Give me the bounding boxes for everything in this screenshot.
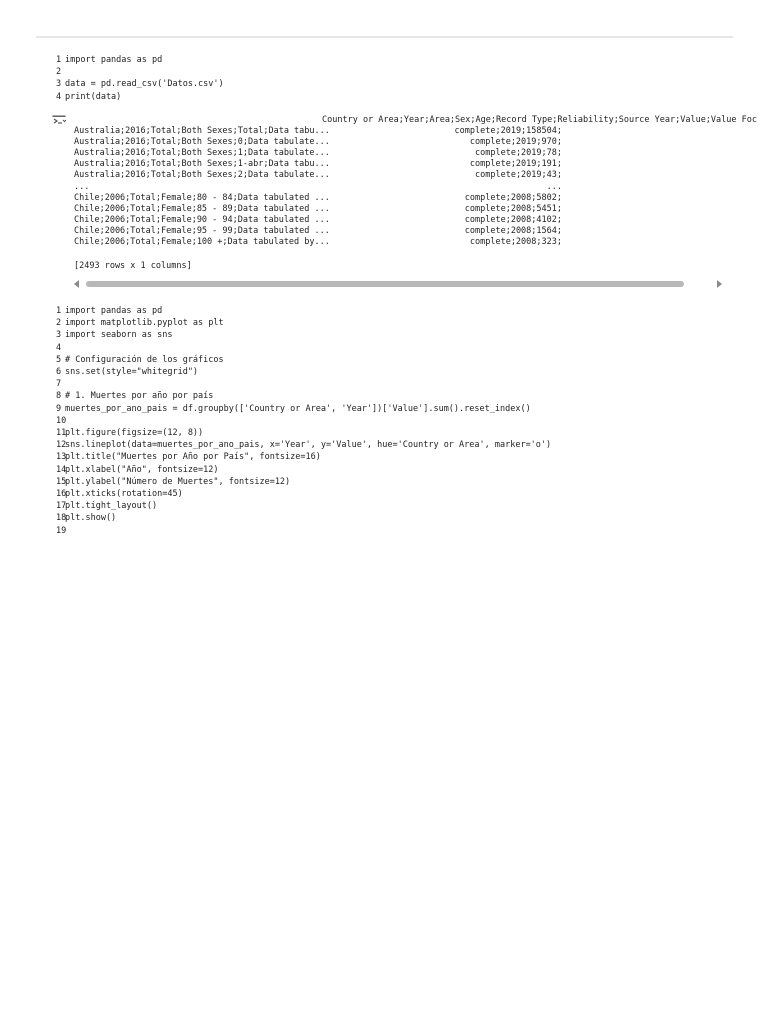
output-row-index: Australia;2016;Total;Both Sexes;2;Data tabulate... [74, 170, 330, 181]
line-number: 17 [56, 501, 67, 512]
code-line[interactable] [56, 91, 224, 103]
code-line[interactable] [56, 525, 551, 537]
line-number: 15 [56, 476, 67, 487]
line-number: 7 [56, 379, 62, 390]
code-line[interactable] [56, 476, 551, 488]
code-text: plt.tight_layout() [65, 501, 158, 512]
code-text: plt.xlabel("Año", fontsize=12) [65, 464, 219, 475]
output-row-index: Australia;2016;Total;Both Sexes;Total;Data tabu... [74, 126, 330, 136]
output-summary: [2493 rows x 1 columns] [74, 261, 192, 271]
code-text: import pandas as pd [65, 55, 163, 65]
output-row-index: Australia;2016;Total;Both Sexes;1;Data tabulate... [74, 148, 330, 159]
code-line[interactable] [56, 366, 551, 378]
code-line[interactable] [56, 305, 551, 317]
scroll-left-arrow-icon[interactable] [74, 280, 79, 288]
output-horizontal-scrollbar[interactable] [74, 278, 730, 290]
code-line[interactable] [56, 464, 551, 476]
line-number: 5 [56, 354, 62, 365]
line-number: 16 [56, 489, 67, 500]
code-line[interactable] [56, 427, 551, 439]
output-row-index: Chile;2006;Total;Female;85 - 89;Data tabulated ... [74, 203, 330, 214]
code-line[interactable] [56, 66, 224, 78]
line-number: 14 [56, 464, 67, 475]
output-row-value: complete;2019;43; [475, 170, 562, 181]
scroll-right-arrow-icon[interactable] [717, 280, 722, 288]
line-number: 1 [56, 306, 62, 316]
output-row-value: complete;2019;191; [469, 159, 562, 170]
line-number: 13 [56, 452, 67, 463]
line-number: 8 [56, 391, 62, 402]
line-number: 19 [56, 525, 67, 536]
code-line[interactable] [56, 439, 551, 451]
line-number: 1 [56, 55, 62, 65]
line-number: 3 [56, 330, 62, 341]
code-text: import seaborn as sns [65, 330, 173, 341]
line-number: 4 [56, 342, 62, 353]
output-row-value: ... [546, 181, 562, 192]
cell-1-output [74, 114, 757, 271]
code-text: plt.figure(figsize=(12, 8)) [65, 428, 204, 439]
output-row-index: Chile;2006;Total;Female;95 - 99;Data tabulated ... [74, 225, 330, 236]
code-line[interactable] [56, 403, 551, 415]
output-row-value: complete;2008;5802; [464, 192, 562, 203]
line-number: 10 [56, 415, 67, 426]
output-row-index: Australia;2016;Total;Both Sexes;0;Data tabulate... [74, 137, 330, 148]
code-text: import matplotlib.pyplot as plt [65, 318, 224, 329]
code-line[interactable] [56, 378, 551, 390]
code-line[interactable] [56, 342, 551, 354]
line-number: 2 [56, 318, 62, 329]
output-row-value: complete;2008;5451; [464, 203, 562, 214]
code-text: sns.set(style="whitegrid") [65, 367, 199, 378]
code-line[interactable] [56, 415, 551, 427]
line-number: 2 [56, 67, 62, 78]
code-cell-2[interactable] [56, 305, 551, 537]
output-row-index: Australia;2016;Total;Both Sexes;1-abr;Data tabu... [74, 159, 330, 170]
code-line[interactable] [56, 488, 551, 500]
output-row-index: Chile;2006;Total;Female;80 - 84;Data tabulated ... [74, 192, 330, 203]
output-row-value: complete;2019;970; [469, 137, 562, 148]
code-text: # 1. Muertes por año por país [65, 391, 214, 402]
line-number: 6 [56, 367, 62, 378]
line-number: 3 [56, 79, 62, 90]
code-line[interactable] [56, 500, 551, 512]
code-text: import pandas as pd [65, 306, 163, 316]
code-cell-1[interactable] [56, 54, 224, 103]
code-line[interactable] [56, 317, 551, 329]
code-text: plt.show() [65, 513, 117, 524]
line-number: 18 [56, 513, 67, 524]
code-text: sns.lineplot(data=muertes_por_ano_pais, x='Year', y='Value', hue='Country or Area', marker='o') [65, 440, 552, 451]
line-number: 12 [56, 440, 67, 451]
scrollbar-thumb[interactable] [86, 281, 684, 287]
line-number: 9 [56, 403, 62, 414]
output-row-index: Chile;2006;Total;Female;90 - 94;Data tabulated ... [74, 214, 330, 225]
output-row-index: ... [74, 181, 90, 192]
output-row-value: complete;2019;78; [475, 148, 562, 159]
code-text: muertes_por_ano_pais = df.groupby(['Country or Area', 'Year'])['Value'].sum().reset_index() [65, 403, 531, 414]
code-text: plt.title("Muertes por Año por País", fontsize=16) [65, 452, 321, 463]
output-row-value: complete;2008;323; [469, 237, 562, 247]
line-number: 11 [56, 428, 67, 439]
output-header: Country or Area;Year;Area;Sex;Age;Record Type;Reliability;Source Year;Value;Value Foc [322, 115, 757, 125]
output-row-value: complete;2008;4102; [464, 214, 562, 225]
code-line[interactable] [56, 78, 224, 90]
code-line[interactable] [56, 451, 551, 463]
cell-divider [36, 36, 733, 38]
output-row-index: Chile;2006;Total;Female;100 +;Data tabulated by... [74, 237, 330, 247]
code-line[interactable] [56, 512, 551, 524]
code-line[interactable] [56, 329, 551, 341]
output-toggle-icon[interactable] [52, 115, 66, 125]
code-text: # Configuración de los gráficos [65, 354, 224, 365]
code-text: data = pd.read_csv('Datos.csv') [65, 79, 224, 90]
code-line[interactable] [56, 54, 224, 66]
code-line[interactable] [56, 354, 551, 366]
code-text: plt.xticks(rotation=45) [65, 489, 183, 500]
code-text: print(data) [65, 91, 122, 102]
code-text: plt.ylabel("Número de Muertes", fontsize=12) [65, 476, 291, 487]
code-line[interactable] [56, 390, 551, 402]
output-row-value: complete;2019;158504; [454, 126, 562, 136]
output-row-value: complete;2008;1564; [464, 225, 562, 236]
line-number: 4 [56, 91, 62, 102]
